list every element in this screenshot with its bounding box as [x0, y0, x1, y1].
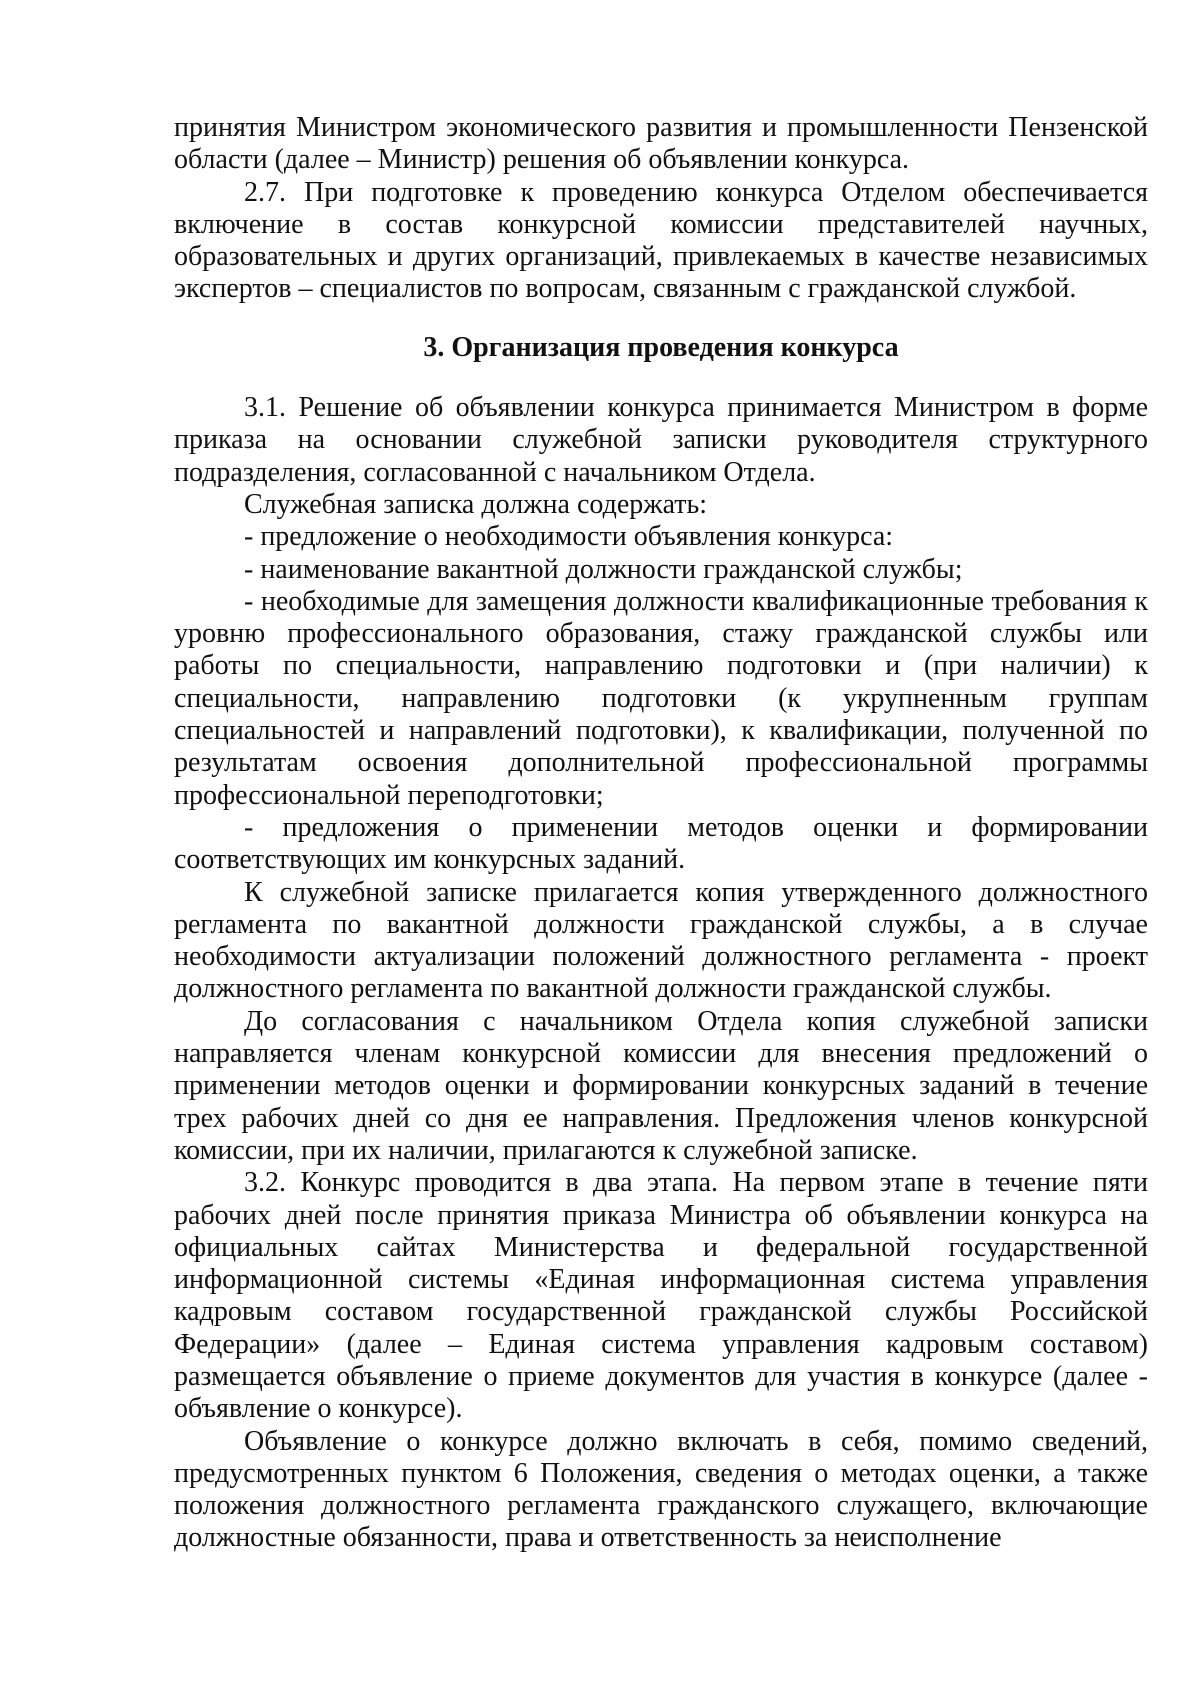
- list-item-proposal: - предложение о необходимости объявления конкурса:: [244, 521, 894, 553]
- paragraph-memo-intro: Служебная записка должна содержать:: [244, 488, 708, 520]
- paragraph-2-7: 2.7. При подготовке к проведению конкурса Отделом обеспечивается включение в состав конкурсной комиссии представителей научных, образовательных и других организаций, привлекаемых в качестве независимых экспертов – специалистов по вопросам, связанным с гражданской службой.: [174, 176, 1148, 305]
- section-heading: 3. Организация проведения конкурса: [423, 331, 899, 363]
- paragraph-memo-attachment: К служебной записке прилагается копия утвержденного должностного регламента по вакантной должности гражданской службы, а в случае необходимости актуализации положений должностного регламента - проект должностного регламента по вакантной должности гражданской службы.: [174, 876, 1148, 1005]
- paragraph-3-2: 3.2. Конкурс проводится в два этапа. На первом этапе в течение пяти рабочих дней после принятия приказа Министра об объявлении конкурса на официальных сайтах Министерства и федеральной государственной информационной системы «Единая информационная система управления кадровым составом государственной гражданской службы Российской Федерации» (далее – Единая система управления кадровым составом) размещается объявление о приеме документов для участия в конкурсе (далее - объявление о конкурсе).: [174, 1167, 1148, 1425]
- paragraph-3-1: 3.1. Решение об объявлении конкурса принимается Министром в форме приказа на основании служебной записки руководителя структурного подразделения, согласованной с начальником Отдела.: [174, 392, 1148, 488]
- paragraph-continuation: принятия Министром экономического развития и промышленности Пензенской области (далее – Министр) решения об объявлении конкурса.: [174, 112, 1148, 176]
- paragraph-announcement-content: Объявление о конкурсе должно включать в себя, помимо сведений, предусмотренных пунктом 6 Положения, сведения о методах оценки, а также положения должностного регламента гражданского служащего, включающие должностные обязанности, права и ответственность за неисполнение: [174, 1425, 1148, 1554]
- list-item-qualification-requirements: - необходимые для замещения должности квалификационные требования к уровню профессионального образования, стажу гражданской службы или работы по специальности, направлению подготовки и (при наличии) к специальности, направлению подготовки (к укрупненным группам специальностей и направлений подготовки), к квалификации, полученной по результатам освоения дополнительной профессиональной программы профессиональной переподготовки;: [174, 585, 1148, 811]
- paragraph-commission-review: До согласования с начальником Отдела копия служебной записки направляется членам конкурсной комиссии для внесения предложений о применении методов оценки и формировании конкурсных заданий в течение трех рабочих дней со дня ее направления. Предложения членов конкурсной комиссии, при их наличии, прилагаются к служебной записке.: [174, 1005, 1148, 1166]
- list-item-position-name: - наименование вакантной должности гражданской службы;: [244, 553, 963, 585]
- document-page: [174, 112, 1148, 1555]
- list-item-evaluation-methods: - предложения о применении методов оценки и формировании соответствующих им конкурсных заданий.: [174, 811, 1148, 876]
